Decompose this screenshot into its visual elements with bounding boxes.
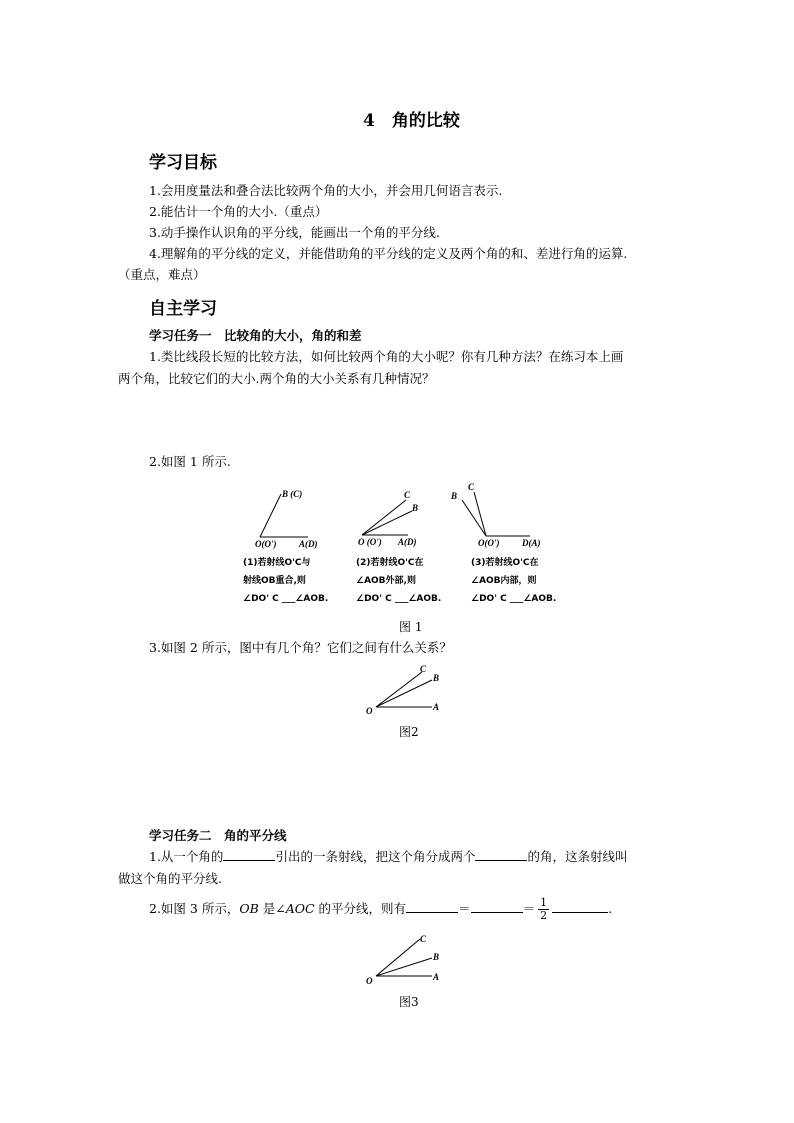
label-o: O (O') (358, 537, 382, 547)
label-o: O(O') (478, 538, 500, 548)
figure-2-diagram (360, 660, 460, 720)
task1-q2: 2.如图 1 所示. (149, 454, 231, 469)
label-c: C (468, 482, 475, 492)
objective-item-3: 3.动手操作认识角的平分线，能画出一个角的平分线. (149, 225, 440, 240)
task2-q2: 2.如图 3 所示，OB 是∠AOC 的平分线，则有 ＝ ＝ $\frac{1}{2}$ . (149, 896, 613, 922)
task1-title: 学习任务一 比较角的大小，角的和差 (149, 328, 362, 343)
figure-1-part-1 (255, 489, 318, 549)
fraction-one-half: $\frac{1}{2}$ (540, 896, 548, 922)
ray-ob (462, 500, 486, 536)
figure-1-part-2-desc: (2)若射线O'C在 ∠AOB外部,则 ∠DO' C ___∠AOB. (356, 558, 442, 604)
answer-blank[interactable] (475, 847, 527, 861)
figure-3-caption: 图3 (399, 995, 419, 1009)
label-b: B (451, 491, 458, 501)
figure-2-caption: 图2 (399, 725, 419, 739)
figure-1-part-2 (358, 490, 418, 547)
ray-ob (260, 494, 281, 537)
ray-oc (376, 672, 422, 707)
figure-1-part-3 (450, 482, 541, 548)
task1-q1-line1: 1.类比线段长短的比较方法，如何比较两个角的大小呢？你有几种方法？在练习本上画 (149, 349, 624, 364)
ray-ob (376, 958, 432, 976)
task2-q1-line2: 做这个角的平分线. (118, 871, 222, 886)
label-c: C (420, 664, 427, 674)
objective-item-2: 2.能估计一个角的大小.（重点） (149, 204, 328, 219)
label-a-d: A(D) (398, 537, 417, 547)
label-o: O (366, 706, 373, 716)
label-a-d: A(D) (299, 539, 318, 549)
label-c: C (404, 490, 411, 500)
label-b: B (433, 673, 440, 683)
task1-q1-line2: 两个角，比较它们的大小.两个角的大小关系有几种情况？ (118, 371, 435, 386)
figure-1-diagrams (240, 478, 580, 550)
figure-1-part-1-desc: (1)若射线O'C与 射线OB重合,则 ∠DO' C ___∠AOB. (243, 558, 329, 604)
label-c: C (420, 934, 427, 944)
answer-blank[interactable] (406, 899, 458, 913)
label-d-a: D(A) (522, 538, 541, 548)
answer-blank[interactable] (552, 899, 608, 913)
objective-item-1: 1.会用度量法和叠合法比较两个角的大小，并会用几何语言表示. (149, 183, 503, 198)
figure-3-diagram (360, 930, 460, 990)
task1-q3: 3.如图 2 所示，图中有几个角？它们之间有什么关系？ (149, 640, 452, 655)
objective-item-4: 4.理解角的平分线的定义，并能借助角的平分线的定义及两个角的和、差进行角的运算. (149, 246, 628, 261)
label-b: B (412, 503, 419, 513)
task2-title: 学习任务二 角的平分线 (149, 828, 287, 843)
label-a: A (433, 972, 440, 982)
label-o: O (366, 976, 373, 986)
objective-item-4-note: （重点，难点） (118, 267, 206, 282)
ray-oc (474, 492, 486, 536)
label-a: A (433, 702, 440, 712)
label-b: B (433, 952, 440, 962)
task2-q1-line1: 1.从一个角的 引出的一条射线，把这个角分成两个 的角，这条射线叫 (149, 849, 628, 864)
ray-ob (376, 680, 432, 707)
section-heading-objectives: 学习目标 (149, 153, 217, 173)
page-title: 4 角的比较 (363, 111, 460, 131)
label-b-c: B (C) (282, 489, 303, 499)
figure-1-caption: 图 1 (399, 620, 423, 634)
answer-blank[interactable] (223, 847, 275, 861)
ray-oc (376, 939, 420, 976)
label-o: O(O') (255, 539, 277, 549)
figure-1-part-3-desc: (3)若射线O'C在 ∠AOB内部，则 ∠DO' C ___∠AOB. (471, 558, 557, 604)
section-heading-self-study: 自主学习 (149, 299, 217, 319)
answer-blank[interactable] (471, 899, 523, 913)
